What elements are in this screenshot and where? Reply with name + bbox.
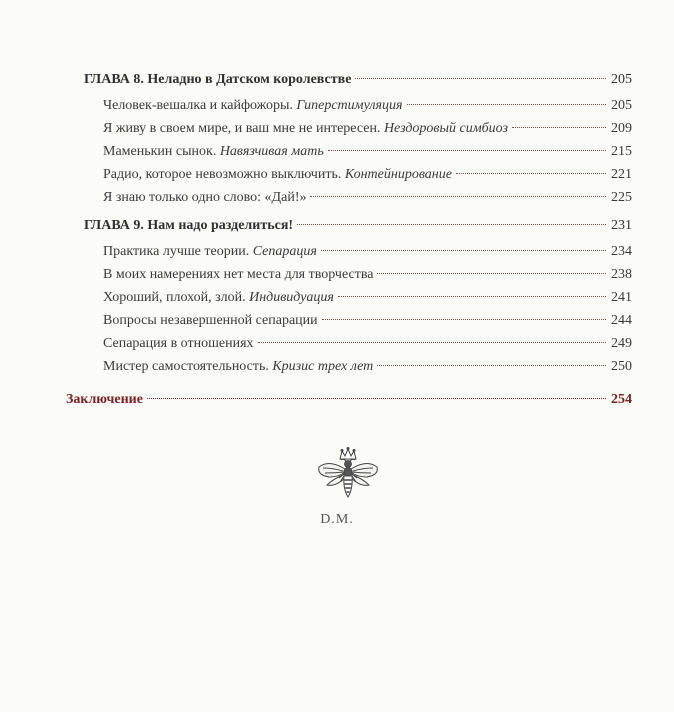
conclusion-entry[interactable] [66, 391, 632, 409]
dot-leader [147, 398, 606, 399]
chapter-title: ГЛАВА 9. Нам надо разделиться! [84, 218, 294, 233]
page-number: 231 [611, 218, 632, 233]
chapter-9-heading[interactable] [84, 217, 632, 235]
page-number: 205 [611, 72, 632, 87]
toc-entry[interactable] [103, 189, 632, 207]
entry-title: В моих намерениях нет места для творчества [103, 267, 374, 282]
dot-leader [355, 78, 606, 79]
dot-leader [456, 173, 606, 174]
toc-entry[interactable] [103, 289, 632, 307]
dot-leader [322, 319, 606, 320]
dot-leader [377, 273, 606, 274]
author-initials: D.M. [320, 512, 354, 527]
page-number: 250 [611, 359, 632, 374]
toc-entry[interactable] [103, 143, 632, 161]
conclusion-title: Заключение [66, 392, 143, 407]
toc-entry[interactable] [103, 335, 632, 353]
toc-entry[interactable] [103, 243, 632, 261]
dot-leader [338, 296, 606, 297]
entry-title: Я знаю только одно слово: «Дай!» [103, 190, 307, 205]
dot-leader [328, 150, 606, 151]
entry-title: Сепарация в отношениях [103, 336, 254, 351]
page-number: 205 [611, 98, 632, 113]
toc-entry[interactable] [103, 358, 632, 376]
dot-leader [377, 365, 606, 366]
chapter-title: ГЛАВА 8. Неладно в Датском королевстве [84, 72, 352, 87]
entry-title: Радио, которое невозможно выключить. Контейнирование [103, 167, 452, 182]
entry-title: Практика лучше теории. Сепарация [103, 244, 317, 259]
toc-entry[interactable] [103, 97, 632, 115]
toc-entry[interactable] [103, 266, 632, 284]
page-number: 249 [611, 336, 632, 351]
dot-leader [512, 127, 606, 128]
dot-leader [321, 250, 606, 251]
chapter-8-heading[interactable] [84, 71, 632, 89]
page-number: 234 [611, 244, 632, 259]
page-number: 244 [611, 313, 632, 328]
toc-entry[interactable] [103, 166, 632, 184]
entry-title: Вопросы незавершенной сепарации [103, 313, 318, 328]
dot-leader [258, 342, 606, 343]
entry-title: Мистер самостоятельность. Кризис трех лет [103, 359, 374, 374]
page-number: 238 [611, 267, 632, 282]
toc-entry[interactable] [103, 312, 632, 330]
dot-leader [297, 224, 606, 225]
crowned-bee-icon [315, 445, 381, 507]
page-number: 215 [611, 144, 632, 159]
toc-entry[interactable] [103, 120, 632, 138]
page-number: 241 [611, 290, 632, 305]
entry-title: Я живу в своем мире, и ваш мне не интересен. Нездоровый симбиоз [103, 121, 508, 136]
page-number: 254 [611, 392, 632, 407]
page-number: 221 [611, 167, 632, 182]
entry-title: Хороший, плохой, злой. Индивидуация [103, 290, 334, 305]
page-number: 225 [611, 190, 632, 205]
dot-leader [310, 196, 606, 197]
page-number: 209 [611, 121, 632, 136]
entry-title: Маменькин сынок. Навязчивая мать [103, 144, 324, 159]
entry-title: Человек-вешалка и кайфожоры. Гиперстимуляция [103, 98, 403, 113]
dot-leader [407, 104, 606, 105]
